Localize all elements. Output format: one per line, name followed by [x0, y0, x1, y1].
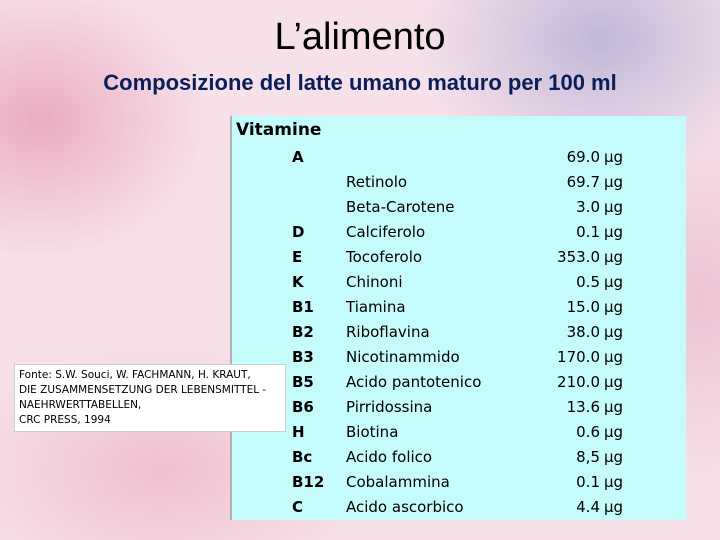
vitamin-value: 13.6 [566, 398, 600, 416]
vitamin-code: H [292, 423, 305, 441]
vitamin-name: Riboflavina [346, 323, 430, 341]
vitamin-value: 8,5 [576, 448, 600, 466]
vitamin-name: Calciferolo [346, 223, 426, 241]
table-row [232, 145, 686, 170]
vitamin-name: Pirridossina [346, 398, 433, 416]
vitamin-code: C [292, 498, 304, 516]
vitamin-value: 210.0 [557, 373, 600, 391]
vitamin-name: Retinolo [346, 173, 408, 191]
vitamin-name: Nicotinammido [346, 348, 460, 366]
vitamin-value: 69.0 [566, 148, 600, 166]
vitamin-value: 0.6 [576, 423, 600, 441]
vitamin-value: 4.4 [576, 498, 600, 516]
vitamin-name: Chinoni [346, 273, 403, 291]
vitamin-name: Tocoferolo [346, 248, 423, 266]
vitamin-code: B2 [292, 323, 314, 341]
slide-subtitle: Composizione del latte umano maturo per 100 ml [103, 70, 617, 95]
vitamin-name: Acido folico [346, 448, 433, 466]
vitamin-value: 38.0 [566, 323, 600, 341]
vitamin-code: E [292, 248, 303, 266]
vitamin-unit: µg [604, 398, 624, 416]
table-row [232, 445, 686, 470]
vitamin-code: B1 [292, 298, 314, 316]
source-note [14, 364, 286, 432]
vitamin-code: Bc [292, 448, 313, 466]
source-line: Fonte: S.W. Souci, W. FACHMANN, H. KRAUT, [19, 369, 251, 381]
vitamin-unit: µg [604, 198, 624, 216]
vitamin-name: Acido ascorbico [346, 498, 464, 516]
table-row [232, 470, 686, 495]
table-row [232, 245, 686, 270]
vitamin-unit: µg [604, 348, 624, 366]
table-row [232, 420, 686, 445]
table-row [232, 170, 686, 195]
vitamin-unit: µg [604, 173, 624, 191]
vitamin-name: Biotina [346, 423, 399, 441]
table-row [232, 220, 686, 245]
vitamin-value: 0.5 [576, 273, 600, 291]
vitamin-code: B12 [292, 473, 325, 491]
vitamin-code: B5 [292, 373, 314, 391]
table-header: Vitamine [236, 120, 322, 140]
vitamin-code: A [292, 148, 304, 166]
table-row [232, 495, 686, 520]
vitamin-unit: µg [604, 373, 624, 391]
vitamin-name: Tiamina [346, 298, 406, 316]
source-line: CRC PRESS, 1994 [19, 414, 111, 426]
table-row [232, 295, 686, 320]
vitamin-unit: µg [604, 148, 624, 166]
vitamin-unit: µg [604, 223, 624, 241]
vitamin-code: D [292, 223, 305, 241]
vitamin-unit: µg [604, 248, 624, 266]
vitamin-name: Beta-Carotene [346, 198, 455, 216]
vitamin-value: 15.0 [566, 298, 600, 316]
table-row [232, 345, 686, 370]
vitamin-unit: µg [604, 273, 624, 291]
vitamin-value: 0.1 [576, 223, 600, 241]
source-line: NAEHRWERTTABELLEN, [19, 399, 142, 411]
vitamin-code: B6 [292, 398, 314, 416]
vitamin-value: 3.0 [576, 198, 600, 216]
vitamin-unit: µg [604, 423, 624, 441]
vitamin-value: 69.7 [566, 173, 600, 191]
vitamin-value: 0.1 [576, 473, 600, 491]
vitamin-code: K [292, 273, 304, 291]
source-line: DIE ZUSAMMENSETZUNG DER LEBENSMITTEL - [19, 384, 267, 396]
vitamin-code: B3 [292, 348, 314, 366]
vitamin-value: 353.0 [557, 248, 600, 266]
table-row [232, 320, 686, 345]
table-row [232, 195, 686, 220]
vitamin-value: 170.0 [557, 348, 600, 366]
table-row [232, 395, 686, 420]
table-row [232, 370, 686, 395]
vitamin-unit: µg [604, 298, 624, 316]
vitamin-name: Acido pantotenico [346, 373, 482, 391]
table-row [232, 270, 686, 295]
slide-title: L’alimento [274, 16, 446, 58]
vitamin-unit: µg [604, 323, 624, 341]
vitamin-unit: µg [604, 473, 624, 491]
vitamin-name: Cobalammina [346, 473, 450, 491]
vitamin-unit: µg [604, 498, 624, 516]
vitamin-unit: µg [604, 448, 624, 466]
